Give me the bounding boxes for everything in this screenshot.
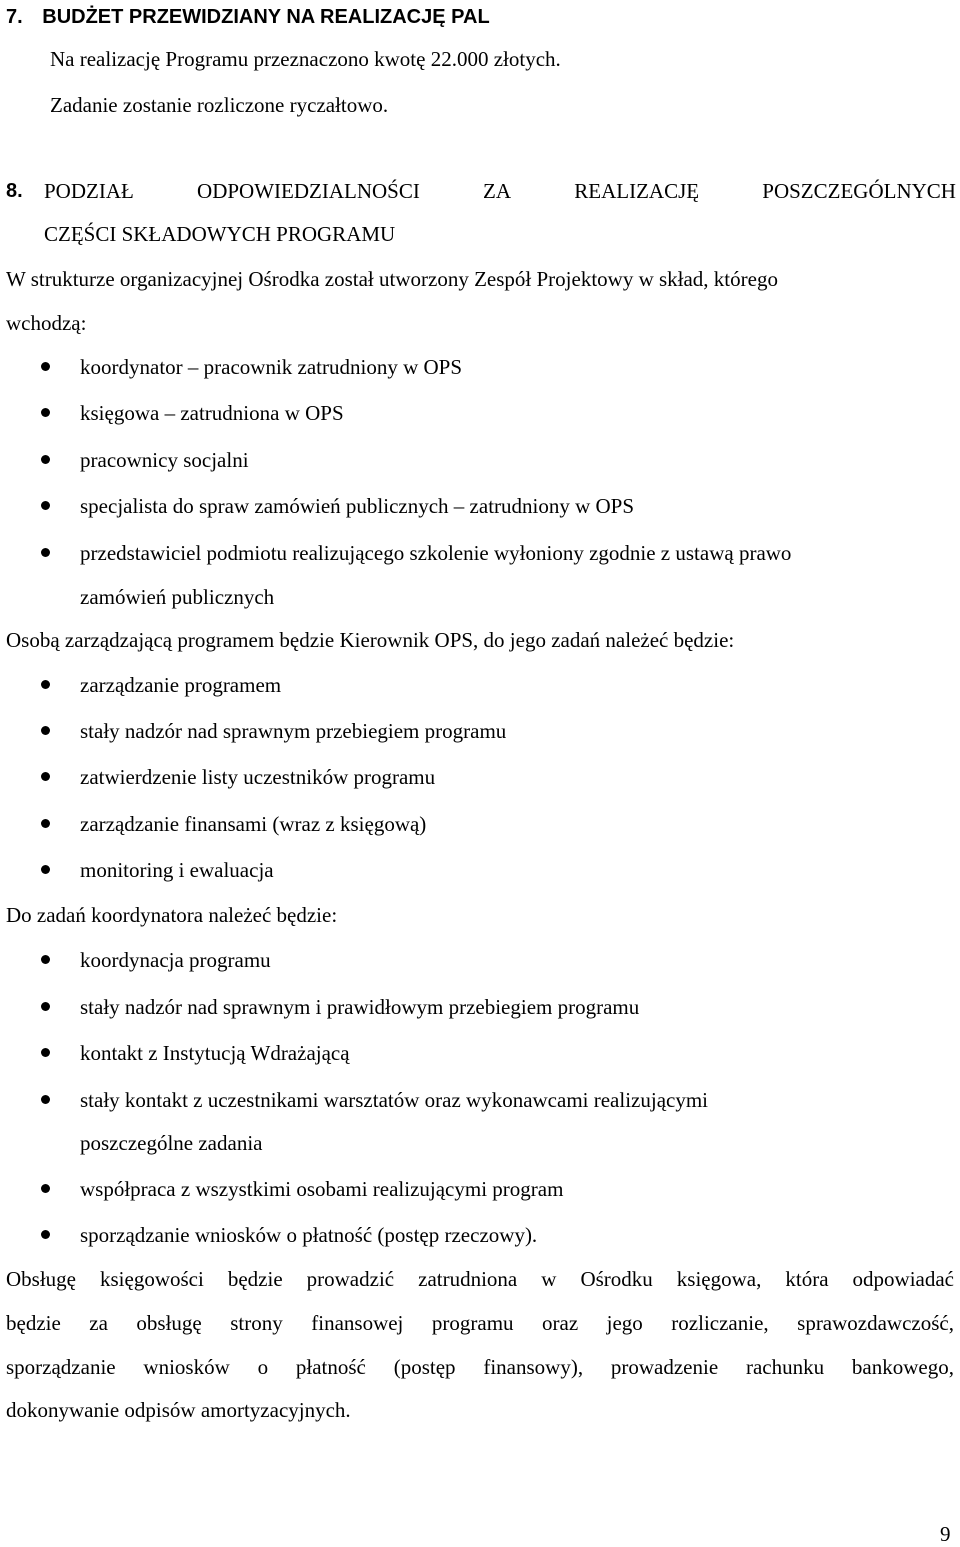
list-item: księgowa – zatrudniona w OPS <box>80 401 344 425</box>
budget-settlement-line: Zadanie zostanie rozliczone ryczałtowo. <box>50 93 389 117</box>
accounting-line-4: dokonywanie odpisów amortyzacyjnych. <box>6 1398 351 1422</box>
section-7-heading <box>6 4 490 30</box>
list-item: monitoring i ewaluacja <box>80 858 274 882</box>
list-item: pracownicy socjalni <box>80 448 249 472</box>
bullet-icon <box>41 819 50 828</box>
bullet-icon <box>41 1002 50 1011</box>
team-intro-line-2: wchodzą: <box>6 311 87 335</box>
section-8-title-line-2: CZĘŚCI SKŁADOWYCH PROGRAMU <box>44 222 396 246</box>
section-8-title-line-1 <box>44 178 956 204</box>
accounting-line-3: sporządzanie wniosków o płatność (postęp finansowy), prowadzenie rachunku bankowego, <box>6 1355 954 1379</box>
section-7-number: 7. <box>6 6 23 28</box>
team-intro-line-1: W strukturze organizacyjnej Ośrodka został utworzony Zespół Projektowy w skład, którego <box>6 267 778 291</box>
budget-amount-line: Na realizację Programu przeznaczono kwotę 22.000 złotych. <box>50 47 561 71</box>
bullet-icon <box>41 726 50 735</box>
list-item: kontakt z Instytucją Wdrażającą <box>80 1041 350 1065</box>
section-8-title-word: POSZCZEGÓLNYCH <box>762 179 956 203</box>
section-8-title-word: ZA <box>483 179 512 203</box>
bullet-icon <box>41 865 50 874</box>
bullet-icon <box>41 1048 50 1057</box>
list-item: stały kontakt z uczestnikami warsztatów oraz wykonawcami realizującymi <box>80 1088 709 1112</box>
list-item: koordynator – pracownik zatrudniony w OPS <box>80 355 463 379</box>
list-item: specjalista do spraw zamówień publicznych – zatrudniony w OPS <box>80 494 635 518</box>
list-item-continuation: zamówień publicznych <box>80 585 275 609</box>
list-item: stały nadzór nad sprawnym i prawidłowym przebiegiem programu <box>80 995 640 1019</box>
list-item-continuation: poszczególne zadania <box>80 1131 263 1155</box>
section-8-number: 8. <box>6 180 23 202</box>
accounting-line-2: będzie za obsługę strony finansowej programu oraz jego rozliczanie, sprawozdawczość, <box>6 1311 954 1335</box>
list-item: zatwierdzenie listy uczestników programu <box>80 765 436 789</box>
list-item: przedstawiciel podmiotu realizującego szkolenie wyłoniony zgodnie z ustawą prawo <box>80 541 792 565</box>
coordinator-intro: Do zadań koordynatora należeć będzie: <box>6 903 338 927</box>
list-item: zarządzanie programem <box>80 673 282 697</box>
bullet-icon <box>41 955 50 964</box>
section-8-title-word: ODPOWIEDZIALNOŚCI <box>197 179 420 203</box>
manager-intro: Osobą zarządzającą programem będzie Kierownik OPS, do jego zadań należeć będzie: <box>6 628 735 652</box>
bullet-icon <box>41 1095 50 1104</box>
section-7-title: BUDŻET PRZEWIDZIANY NA REALIZACJĘ PAL <box>42 6 490 28</box>
bullet-icon <box>41 548 50 557</box>
list-item: sporządzanie wniosków o płatność (postęp rzeczowy). <box>80 1223 538 1247</box>
bullet-icon <box>41 772 50 781</box>
section-8-title-word: REALIZACJĘ <box>574 179 700 203</box>
bullet-icon <box>41 680 50 689</box>
bullet-icon <box>41 455 50 464</box>
bullet-icon <box>41 501 50 510</box>
bullet-icon <box>41 1230 50 1239</box>
list-item: koordynacja programu <box>80 948 271 972</box>
page-number: 9 <box>940 1522 951 1546</box>
accounting-line-1: Obsługę księgowości będzie prowadzić zatrudniona w Ośrodku księgowa, która odpowiadać <box>6 1267 954 1291</box>
list-item: współpraca z wszystkimi osobami realizującymi program <box>80 1177 564 1201</box>
list-item: zarządzanie finansami (wraz z księgową) <box>80 812 427 836</box>
list-item: stały nadzór nad sprawnym przebiegiem programu <box>80 719 507 743</box>
bullet-icon <box>41 1184 50 1193</box>
section-8-title-word: PODZIAŁ <box>44 179 134 203</box>
bullet-icon <box>41 362 50 371</box>
bullet-icon <box>41 408 50 417</box>
